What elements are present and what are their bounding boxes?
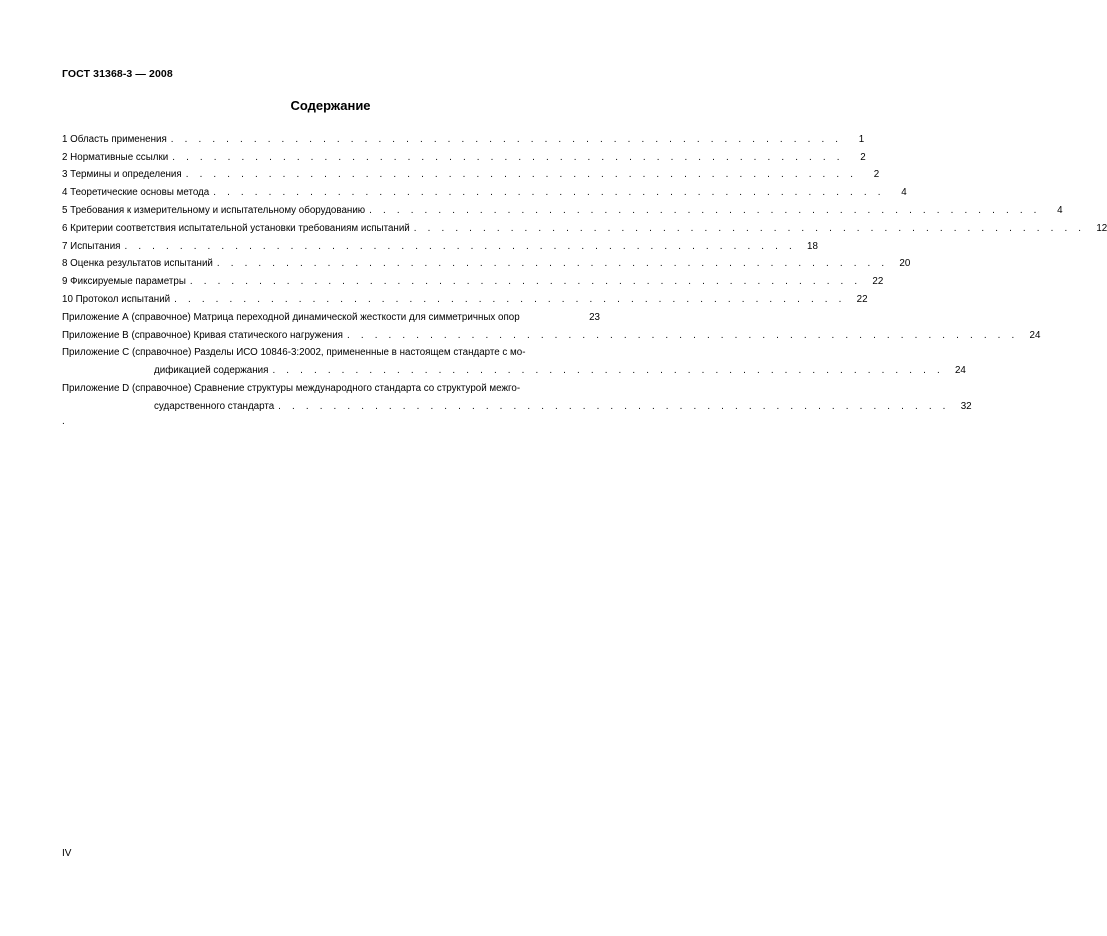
toc-entry-label: 5 Требования к измерительному и испытательному оборудованию (62, 204, 366, 216)
toc-entry-page: 32 (960, 400, 972, 412)
toc-leader-dots: . . . . . . . . . . . . . . . . . . . . . . . . . . . . . . . . . . . . . . . . . . . . . . . . . (278, 400, 950, 412)
toc-leader-dots: . . . . . . . . . . . . . . . . . . . . . . . . . . . . . . . . . . . . . . . . . . . . . . . . . (124, 240, 796, 252)
toc-entry-continuation[interactable] (62, 395, 972, 413)
toc-leader-dots: . . . . . . . . . . . . . . . . . . . . . . . . . . . . . . . . . . . . . . . . . . . . . . . . . (369, 204, 1041, 216)
toc-entry-label: 6 Критерии соответствия испытательной установки требованиям испытаний (62, 222, 410, 234)
toc-entry-label: 2 Нормативные ссылки (62, 151, 169, 163)
toc-entry-label: Приложение D (справочное) Сравнение структуры международного стандарта со структурой межго- (62, 382, 521, 394)
toc-entry-label: 1 Область применения (62, 133, 167, 145)
toc-leader-dots: . . . . . . . . . . . . . . . . . . . . . . . . . . . . . . . . . . . . . . . . . . . . . . . . . (413, 222, 1086, 234)
toc-entry[interactable] (62, 128, 865, 146)
toc-entry-label: дификацией содержания (154, 365, 269, 377)
toc-entry-label: сударственного стандарта (154, 400, 275, 412)
toc-leader-dots: . . . . . . . . . . . . . . . . . . . . . . . . . . . . . . . . . . . . . . . . . . . . . . . . . (189, 276, 862, 288)
toc-entry-continuation[interactable] (62, 359, 966, 377)
toc-entry[interactable] (62, 377, 600, 395)
toc-entry-page: 4 (1057, 204, 1063, 216)
table-of-contents (62, 128, 1107, 413)
toc-entry-page: 23 (589, 311, 600, 323)
toc-entry-page: 2 (860, 151, 866, 163)
toc-entry-label: Приложение В (справочное) Кривая статического нагружения (62, 329, 343, 341)
toc-leader-dots: . . . . . . . . . . . . . . . . . . . . . . . . . . . . . . . . . . . . . . . . . . . . . . . . . (347, 329, 1019, 341)
toc-entry[interactable] (62, 164, 880, 182)
toc-entry[interactable] (62, 235, 818, 253)
toc-leader-dots: . . . . . . . . . . . . . . . . . . . . . . . . . . . . . . . . . . . . . . . . . . . . . . . . . (174, 293, 846, 305)
toc-entry-page: 24 (954, 365, 966, 377)
toc-entry-label: 9 Фиксируемые параметры (62, 276, 186, 288)
toc-entry-label: 3 Термины и определения (62, 169, 182, 181)
toc-leader-dots: . . . . . . . . . . . . . . . . . . . . . . . . . . . . . . . . . . . . . . . . . . . . . . . . . (272, 365, 944, 377)
toc-entry-label: 8 Оценка результатов испытаний (62, 258, 213, 270)
toc-entry-label: 10 Протокол испытаний (62, 293, 171, 305)
toc-entry[interactable] (62, 342, 600, 360)
toc-entry-label: Приложение А (справочное) Матрица переходной динамической жесткости для симметричных опор (62, 311, 520, 323)
page-number: IV (62, 848, 72, 859)
toc-entry-page: 2 (873, 169, 880, 181)
toc-leader-dots: . . . . . . . . . . . . . . . . . . . . . . . . . . . . . . . . . . . . . . . . . . . . . . . . . (216, 258, 889, 270)
toc-entry[interactable] (62, 324, 1041, 342)
toc-leader-dots: . . . . . . . . . . . . . . . . . . . . . . . . . . . . . . . . . . . . . . . . . . . . . . . . . (172, 151, 844, 163)
stray-mark: . (62, 416, 65, 427)
toc-entry-page: 20 (899, 258, 911, 270)
toc-entry[interactable] (62, 217, 1107, 235)
toc-entry-page: 18 (807, 240, 818, 252)
toc-entry[interactable] (62, 270, 884, 288)
toc-entry-page: 22 (872, 276, 884, 288)
toc-entry[interactable] (62, 253, 911, 271)
toc-leader-dots: . . . . . . . . . . . . . . . . . . . . . . . . . . . . . . . . . . . . . . . . . . . . . . . . . (170, 133, 843, 145)
toc-entry-page: 12 (1096, 222, 1107, 234)
toc-title: Содержание (290, 98, 371, 113)
toc-leader-dots: . . . . . . . . . . . . . . . . . . . . . . . . . . . . . . . . . . . . . . . . . . . . . . . . . (185, 169, 858, 181)
toc-entry[interactable] (62, 146, 866, 164)
toc-entry[interactable] (62, 181, 907, 199)
toc-entry-page: 4 (901, 187, 907, 199)
toc-entry[interactable] (62, 288, 868, 306)
toc-entry[interactable] (62, 306, 600, 324)
document-header: ГОСТ 31368-3 — 2008 (62, 68, 173, 80)
toc-entry-label: Приложение С (справочное) Разделы ИСО 10846-3:2002, примененные в настоящем стандарте с мо- (62, 347, 526, 359)
toc-entry-page: 24 (1029, 329, 1041, 341)
toc-entry-label: 4 Теоретические основы метода (62, 187, 210, 199)
toc-entry-page: 1 (858, 133, 865, 145)
toc-entry-page: 22 (856, 293, 868, 305)
toc-leader-dots: . . . . . . . . . . . . . . . . . . . . . . . . . . . . . . . . . . . . . . . . . . . . . . . . . (213, 187, 885, 199)
toc-entry[interactable] (62, 199, 1063, 217)
toc-entry-label: 7 Испытания (62, 240, 121, 252)
